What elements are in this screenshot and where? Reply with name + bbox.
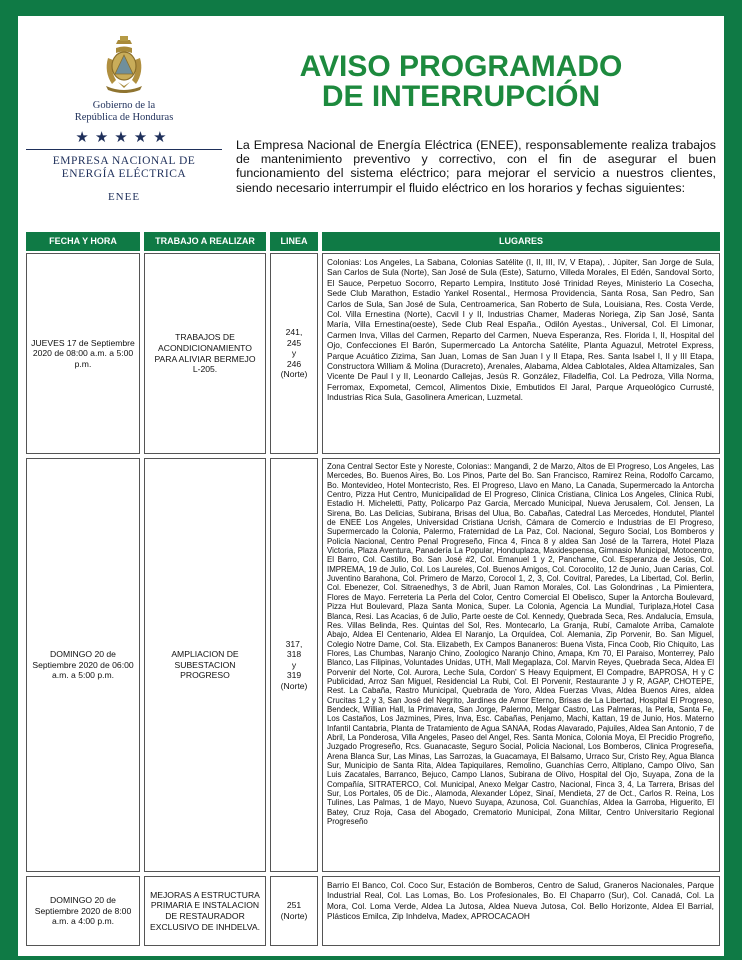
- intro-paragraph: La Empresa Nacional de Energía Eléctrica (ENEE), responsablemente realiza trabajos de mantenimiento preventivo y correctivo, con el fin de asegurar el buen funcionamiento del sistema eléctrico; para mejorar el servicio a nuestros clientes, siendo necesario interrumpir el fluido eléctrico en los horarios y fechas siguientes:: [236, 138, 716, 195]
- header-work: TRABAJO A REALIZAR: [144, 232, 266, 251]
- company-acronym: ENEE: [107, 191, 141, 203]
- row3-work: MEJORAS A ESTRUCTURA PRIMARIA E INSTALACION DE RESTAURADOR EXCLUSIVO DE INHDELVA.: [144, 876, 266, 946]
- company-line-1: EMPRESA NACIONAL DE: [52, 155, 196, 167]
- notice-sheet: [18, 16, 724, 956]
- logo-divider: [26, 149, 222, 150]
- row1-date: JUEVES 17 de Septiembre 2020 de 08:00 a.m. a 5:00 p.m.: [26, 253, 140, 454]
- title-line-2: DE INTERRUPCIÓN: [321, 80, 601, 113]
- government-line-1: Gobierno de la: [92, 100, 156, 111]
- row2-places: Zona Central Sector Este y Noreste, Colonias:: Mangandi, 2 de Marzo, Altos de El Progreso, Los Angeles, Las Mercedes, Bo. Buenos Aires, Bo. Los Pinos, Parte del Bo. San Francisco, Ramirez Reina, Rodolfo Carcamo, Bo. Montevideo, Hotel Montecristo, Res. El Progreso, Llavo en Mano, La Canada, Supermercado la Antorcha Centro, Pizza Hut Centro, Municipalidad de El Progreso, Clinica Cristiana, Clinica Los Angeles, Clinica Rubi, Estadio H. Micheletti, Patty, Policarpo Paz Garcia, Mercado Municipal, Nueva Jerusalem, Col. Jensen, La Sirena, Bo. Las Delicias, Subirana, Brisas del Ulua, Bo. Cabañas, Catedral Las Mercedes, Hondutel, Plantel de ENEE Los Angeles, Universidad Cristiana Ucrish, Cámara de Comercio e Industrias de El Progreso, Supermercado la Colonia, Palermo, Fraternidad de La Paz, Col. Nacional, Seguro Social, Los Bomberos y Policía Nacional, Centro Penal Progreseño, Finca 4, Finca 8 y aldea San José de la Tarrera, Hotel Plaza Victoria, Plaza Aventura, Panadería La Popular, Honduplaza, Maxidespensa, Gimnasio Municipal, Motocentro, El Barro, Col. Castillo, Bo. San José #2, Col. Emanuel 1 y 2, Panchame, Col. Esperanza de Jesús, Col. IMPREMA, 19 de Julio, Col. Los Laureles, Col. Buenos Amigos, Col. Corocolito, 12 de Junio, Juan Carias, Col. Juventino Barahona, Col. Primero de Marzo, Corocol 1, 2, 3, Col. Covitral, Paredes, La Libertad, Col. Berlin, Col. Ebenezer, Col. Sitraenedhys, 3 de Abril, Juan Ramon Morales, Col. Las Golondrinas , La Pimientera, Flores de Mayo. Ferreteria La Perla del Color, Centro Comercial El Obelisco, Super la Antorcha Boulevard, Pizza Hut Boulevard, Plaza Santa Monica, Super. La Colonia, Agencia La Mundial, Turiplaza,Hotel Casa Blanca, Resi. Las Acacias, 6 de Julio, Parte oeste de Col. Kennedy, Quebrada Seca, Res. Andalucía, Emsula, Res. Villas Belinda, Res. Quintas del Sol, Res. Montecarlo, La Granja, Rubí, Camalote Arriba, Camalote Abajo, Aldea El Centenario, Aldea El Naranjo, La Orquídea, Col. Alemania, Zip Porvenir, Bo. San Miguel, Colegio Notre Dame, Col. Sta. Elizabeth, Ex Campos Bananeros: Buena Vista, Finca Coob, Rio Chiquito, Las Flores, Las Chumbas, Naranjo Chino, Zoologico Naranjo Chino, Amapa, Km 70, El Paraiso, Monterrey, Palo Blanco, Las Filipinas, Voluntades Unidas, UTH, Mall Megaplaza, Col. Marvin Reyes, Quebrada Seca, Aldea El Porvenir del Norte, Col. Aurora, Leche Sula, Cordon' S Heavy Equipment, El Compadre, BAPROSA, H y C Publicidad, Arroz San Miguel, Residencial La Rubi, Col. El Porvenir, Restaurante J y R, AGAP, CHOTEPE, Rest. La Cabaña, Rastro Municipal, Quebrada de Yoro, Aldea Fuerzas Vivas, Aldea Buenos Aires, aldea Crucitas 1,2 y 3, San José del Negrito, Jardines de Amor Eterno, Brisas de La Libertad, Hospital El Progreso, Bendeck, Willian Hall, la Primavera, San Jorge, Palermo, Melgar Castro, Las Palmeras, la Perla, Santa Fe, Los Castaños, Los Jazmines, Pires, Inva, Esc. Cabañas, Penjamo, Machi, Kattan, 19 de Junio, Hos. Materno Infantil Cantabria, Planta de Tratamiento de Agua SANAA, Rodas Alavarado, Pajuiles, Aldea San Antonio, 7 de Abril, La Ponderosa, Villa Angeles, Paseo del Angel, Res. Santa Monica, Colonia Moya, El Precidio Progreño, Juzgado Progreseño, Rcs. Guanacaste, Seguro Social, Policia Nacional, Los Bomberos, Clinica Progreseña, Arena Blanca Sur, Las Minas, Las Sarrozas, la Guacamaya, El Balsamo, Urraco Sur, Cristo Rey, Agua Blanca Sur, Municipio de Santa Rita, Aldea Tapiquilares, Remolino, Guanchías Cerro, Altiplano, Campo Olivo, San Luis Zacatales, Barranco, Bejuco, Campo Llanos, Subirana de Olivo, Hospital del Ojo, Suyapa, Zona de la Compañía, SITRATERCO, Col. Municipal, Anexo Melgar Castro, Nacional, Finca 3, 4, La Tarrera, Brisas del Sur, Los Portales, 05 de Dic., Alamoda, Alexander López, Sinaí, Mendieta, 27 de Oct., Carlos R. Reina, Los Tulines, Las Palmas, 1 de Mayo, Nuevo Suyapa, Azunosa, Col. Guanchías, Aldea la Garroba, Higuerito, El Batey, Cruz Roja, Casa del Abogado, Crematorio Municipal, Zona Militar, Centro Universitario Regional Progreseño: [322, 458, 720, 872]
- company-line-2: ENERGÍA ELÉCTRICA: [61, 168, 187, 180]
- government-line-2: República de Honduras: [74, 112, 174, 123]
- stars-row: ★★★★★: [75, 129, 173, 146]
- enee-logo-block: [26, 36, 222, 203]
- honduras-coat-of-arms-icon: [102, 36, 146, 94]
- title-line-1: AVISO PROGRAMADO: [299, 50, 623, 83]
- row3-line: 251 (Norte): [270, 876, 318, 946]
- row2-line: 317, 318 y 319 (Norte): [270, 458, 318, 872]
- row3-date: DOMINGO 20 de Septiembre 2020 de 8:00 a.m. a 4:00 p.m.: [26, 876, 140, 946]
- row1-places: Colonias: Los Angeles, La Sabana, Colonias Satélite (I, II, III, IV, V Etapa), . Júpiter, San Jorge de Sula, San Carlos de Sula (Norte), San José de Sula (Este), Saturno, Villeda Morales, El Edén, Sandoval Sorto, El Sauce, Perpetuo Socorro, Reparto Lempira, Instituto José Trinidad Reyes, Ministerio La Cosecha, Sede Club Marathon, Estadio Yankel Rosental., Hermosa Providencia, Santa Rosa, San Pedro, San Carlos de Sula, San José de Sula, Centroamerica, San Roberto de Sula, Louisiana, Res. Costa Verde, Col. Villa Ernestina (Norte), Cacvil I y II, Industrias Chamer, Maderas Noriega, Zip San José, Santa María, Villa Ernestina(oeste), Sede Club Real España., Odilón Ayestas., Universal, Col. El Limonar, Carmen Inva, Villas del Carmen, Reparto del Carmen, Nueva Esperanza, Res. Florida I, II, Hospital del Ojo, Confecciones El Barón, Supermercado La Antorcha Satélite, Planta Aguazul, Metrotel Express, Parque Acuático Zizima, San Juan, Lomas de San Juan I y II Etapa, Res. Santa Isabel I, II y III Etapa, Constructora William & Molina (Duracreto), Arenales, Alabama, Aldea Cablotales, Aldea Altamizales, San Vicente De Paul I y II, Leonardo Callejas, Jesús R. González, Filadelfia, Col. La Pedroza, Villa Norma, Ferromax, Expometal, Cemcol, Alimentos Dixie, Embutidos El Jaral, Parque Arqueológico Currusté, Industrias Rica Sula, Gasolinera American, Luzmetal.: [322, 253, 720, 454]
- row2-work: AMPLIACION DE SUBESTACION PROGRESO: [144, 458, 266, 872]
- row1-line: 241, 245 y 246 (Norte): [270, 253, 318, 454]
- header-date: FECHA Y HORA: [26, 232, 140, 251]
- row2-date: DOMINGO 20 de Septiembre 2020 de 06:00 a.m. a 5:00 p.m.: [26, 458, 140, 872]
- row3-places: Barrio El Banco, Col. Coco Sur, Estación de Bomberos, Centro de Salud, Graneros Nacionales, Parque Industrial Real, Col. Las Lomas, Bo. Los Profesionales, Bo. El Chaparro (Sur), Col. Canadá, Col. La Mora, Col. Loma Verde, Aldea La Jutosa, Aldea Nueva Jutosa, Col. Bello Horizonte, Aldea El Barrial, Plásticos Emilca, Zip Inhdelva, Madex, APROCACAOH: [322, 876, 720, 946]
- row1-work: TRABAJOS DE ACONDICIONAMIENTO PARA ALIVIAR BERMEJO L-205.: [144, 253, 266, 454]
- notice-title: [246, 52, 676, 112]
- header-places: LUGARES: [322, 232, 720, 251]
- header-line: LINEA: [270, 232, 318, 251]
